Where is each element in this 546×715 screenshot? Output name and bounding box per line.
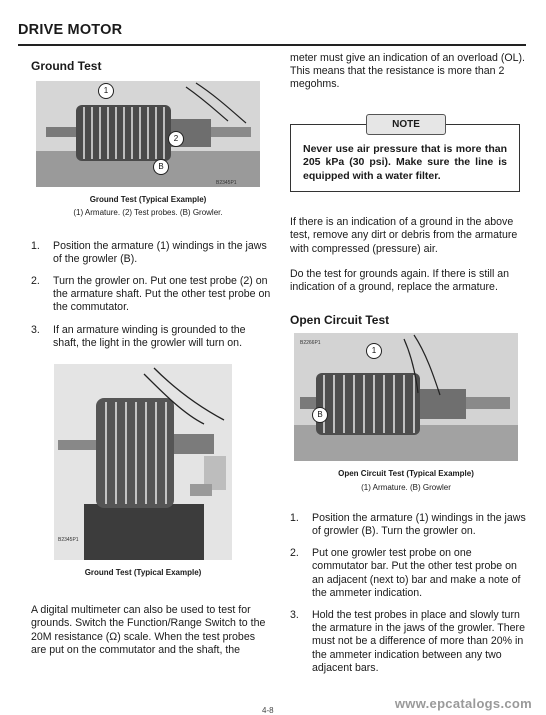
ground-test-heading: Ground Test [31,59,102,73]
step-number: 1. [290,511,299,524]
right-column [290,52,526,675]
multimeter-paragraph: A digital multimeter can also be used to test for grounds. Switch the Function/Range Switch to the 20M resistance (Ω) scale. When the test probes are put on the commutator and the shaft, the [31,604,266,656]
step-number: 2. [31,275,40,288]
open-circuit-illustration [294,333,518,461]
armature-growler-illustration [36,81,260,187]
step-number: 3. [31,323,40,336]
step-item [290,512,526,538]
figure-ref-code: B2266P1 [300,340,321,347]
step-item [290,609,526,675]
note-text: Never use air pressure that is more than 205 kPa (30 psi). Make sure the line is equipped with a water filter. [303,142,507,182]
step-text: Position the armature (1) windings in the jaws of the growler (B). [53,239,267,265]
step-number: 1. [31,239,40,252]
header-rule [18,44,526,46]
open-circuit-photo [294,333,518,461]
continued-paragraph: meter must give an indication of an overload (OL). This means that the resistance is more than 2 megohms. [290,52,525,91]
step-number: 3. [290,608,299,621]
step-text: Hold the test probes in place and slowly turn the armature in the jaws of the growler. There must not be a difference of more than 20% in the ammeter indication between any two adjacent bars. [312,608,525,674]
step-item [290,547,526,600]
multimeter-test-illustration [54,364,232,560]
callout-b: B [153,159,169,175]
open-circuit-steps [290,512,526,675]
figure-ref-code: B2345P1 [216,180,237,187]
step-text: Position the armature (1) windings in the jaws of growler (B). Turn the growler on. [312,511,526,537]
retest-paragraph: Do the test for grounds again. If there is still an indication of a ground, replace the armature. [290,267,510,293]
callout-b: B [312,407,328,423]
figure1-caption-title: Ground Test (Typical Example) [89,195,207,205]
page-header [18,22,526,38]
step-text: Turn the growler on. Put one test probe (2) on the armature shaft. Put the other test probe on the commutator. [53,275,271,314]
step-item [31,240,271,266]
left-column [31,60,271,657]
ground-test-photo-1 [36,81,260,187]
ground-indication-paragraph: If there is an indication of a ground in the above test, remove any dirt or debris from the armature with compressed (pressure) air. [290,216,518,255]
figure1-caption-sub: (1) Armature. (2) Test probes. (B) Growler. [73,208,223,218]
step-item [31,275,271,315]
open-circuit-heading: Open Circuit Test [290,313,390,328]
figure2-caption-title: Ground Test (Typical Example) [84,568,202,578]
section-title: DRIVE MOTOR [18,22,123,38]
step-item [31,324,271,350]
callout-1: 1 [366,343,382,359]
step-text: Put one growler test probe on one commutator bar. Put the other test probe on an adjacent (next to) bar and make a note of the ammeter indication. [312,547,521,599]
ground-test-photo-2 [54,364,232,560]
note-box [290,118,520,193]
note-label: NOTE [366,114,446,135]
figure-ref-code: B2345P1 [58,537,79,544]
ground-test-steps [31,240,271,350]
figure3-caption-title: Open Circuit Test (Typical Example) [338,469,474,479]
watermark[interactable]: www.epcatalogs.com [394,696,532,711]
page-number: 4-8 [262,706,274,715]
figure3-caption-sub: (1) Armature. (B) Growler [361,482,451,492]
callout-1: 1 [98,83,114,99]
step-text: If an armature winding is grounded to the shaft, the light in the growler will turn on. [53,323,246,349]
step-number: 2. [290,547,299,560]
callout-2: 2 [168,131,184,147]
